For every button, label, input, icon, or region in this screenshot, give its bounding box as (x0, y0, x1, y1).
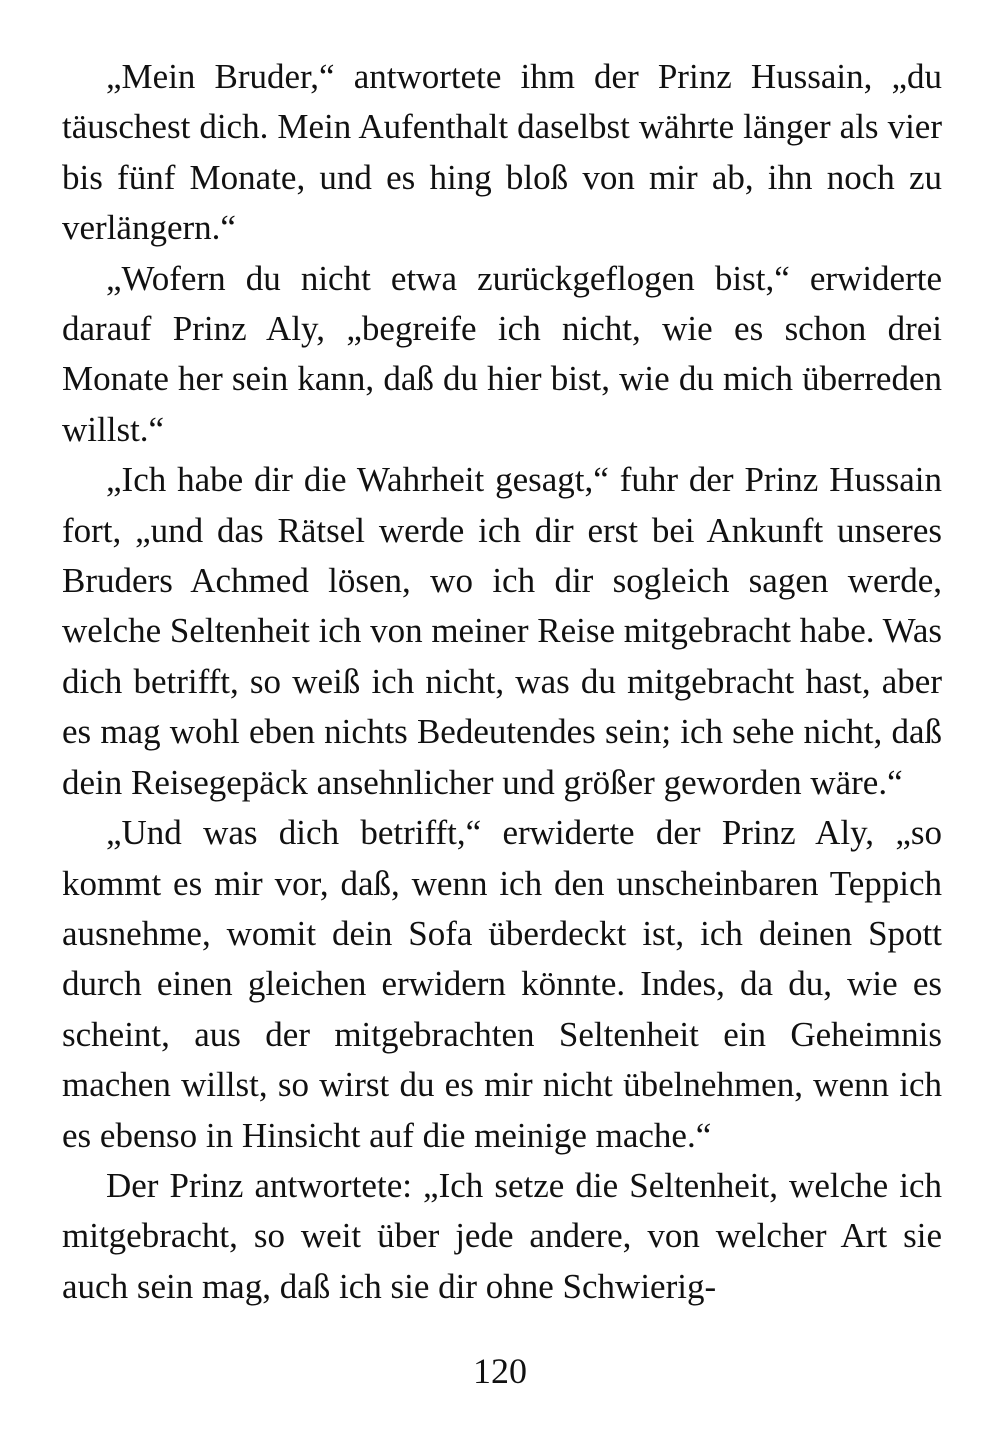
paragraph-1: „Mein Bruder,“ antwortete ihm der Prinz Hussain, „du täuschest dich. Mein Aufenthalt daselbst währte länger als vier bis fünf Monate, und es hing bloß von mir ab, ihn noch zu verlängern.“ (62, 57, 942, 248)
paragraph-4: „Und was dich betrifft,“ erwiderte der Prinz Aly, „so kommt es mir vor, daß, wenn ich den unscheinbaren Teppich ausnehme, womit dein Sofa überdeckt ist, ich deinen Spott durch einen gleichen erwidern könnte. Indes, da du, wie es scheint, aus der mitgebrachten Seltenheit ein Geheimnis machen willst, so wirst du es mir nicht übelnehmen, wenn ich es ebenso in Hinsicht auf die meinige mache.“ (62, 813, 942, 1155)
page-body (62, 52, 942, 1382)
page-number: 120 (473, 1351, 527, 1391)
paragraph-2: „Wofern du nicht etwa zurückgeflogen bist,“ erwiderte darauf Prinz Aly, „begreife ich nicht, wie es schon drei Monate her sein kann, daß du hier bist, wie du mich überreden willst.“ (62, 258, 942, 449)
paragraph-3: „Ich habe dir die Wahrheit gesagt,“ fuhr der Prinz Hussain fort, „und das Rätsel werde ich dir erst bei Ankunft unseres Bruders Achmed lösen, wo ich dir sogleich sagen werde, welche Seltenheit ich von meiner Reise mitgebracht habe. Was dich betrifft, so weiß ich nicht, was du mitgebracht hast, aber es mag wohl eben nichts Bedeutendes sein; ich sehe nicht, daß dein Reisegepäck ansehnlicher und größer geworden wäre.“ (62, 460, 942, 802)
paragraph-5: Der Prinz antwortete: „Ich setze die Seltenheit, welche ich mitgebracht, so weit über jede andere, von welcher Art sie auch sein mag, daß ich sie dir ohne Schwierig- (62, 1165, 942, 1306)
